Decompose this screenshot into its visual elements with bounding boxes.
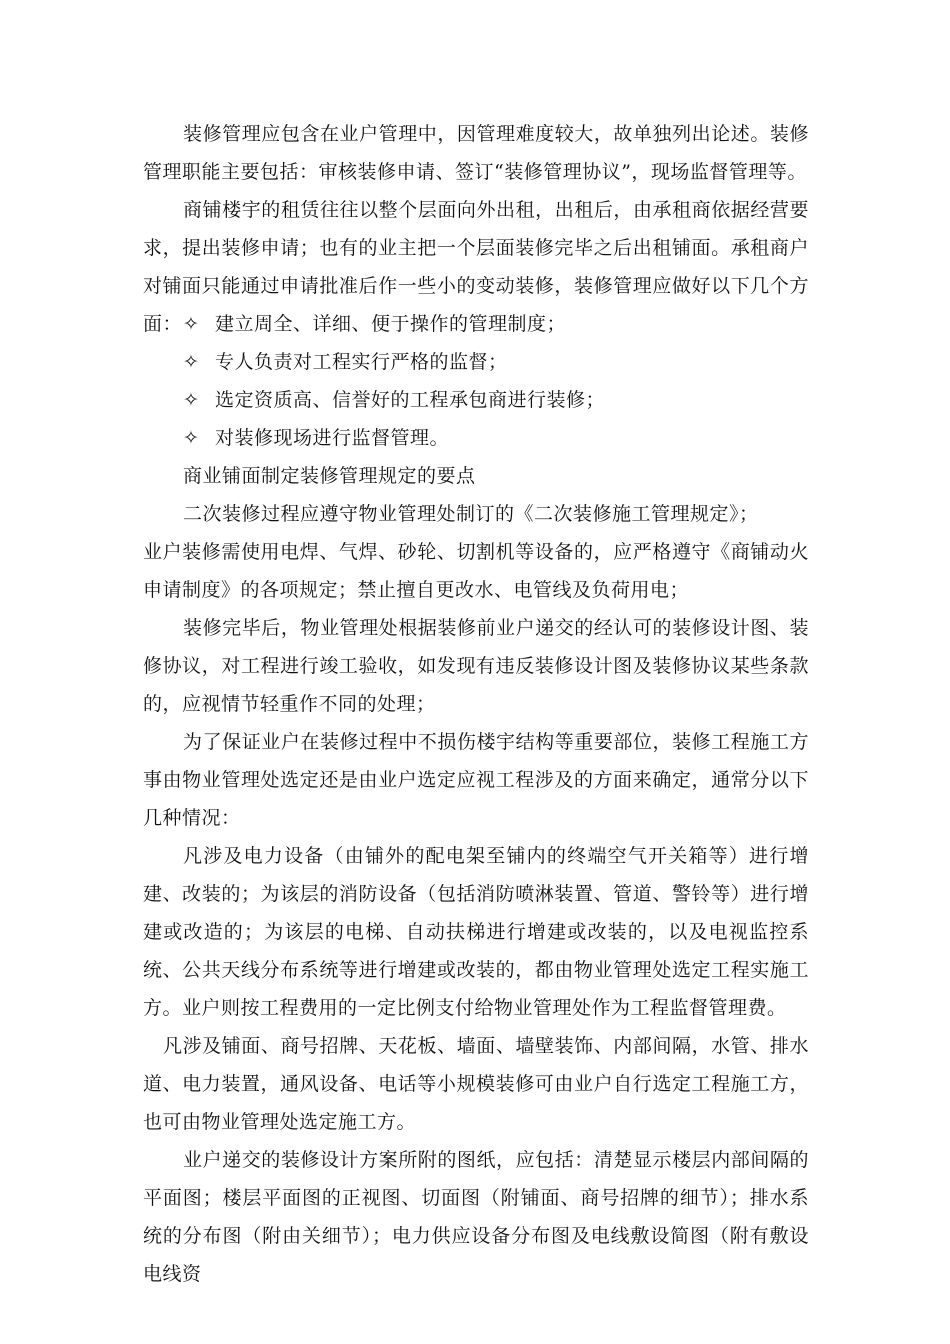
- paragraph-leasing: 商铺楼宇的租赁往往以整个层面向外出租，出租后，由承租商依据经营要求，提出装修申请；也有的业主把一个层面装修完毕之后出租铺面。承租商户对铺面只能通过申请批准后作一些小的变动装修，装修管理应做好以下几个方面：: [143, 199, 809, 335]
- rule-paragraph: 业户装修需使用电焊、气焊、砂轮、切割机等设备的，应严格遵守《商铺动火申请制度》的各项规定；禁止擅自更改水、电管线及负荷用电；: [143, 541, 809, 601]
- rule-paragraph: 业户递交的装修设计方案所附的图纸，应包括：清楚显示楼层内部间隔的平面图；楼层平面图的正视图、切面图（附铺面、商号招牌的细节）；排水系统的分布图（附由关细节）；电力供应设备分布图及电线敷设简图（附有敷设电线资: [143, 1149, 809, 1285]
- diamond-bullet-icon: ✧: [183, 351, 200, 373]
- bullet-item: [183, 381, 803, 419]
- rule-paragraph: 二次装修过程应遵守物业管理处制订的《二次装修施工管理规定》；: [183, 503, 759, 525]
- diamond-bullet-icon: ✧: [183, 427, 200, 449]
- bullet-text: 对装修现场进行监督管理。: [215, 427, 450, 449]
- paragraph-decoration-management: 装修管理应包含在业户管理中，因管理难度较大，故单独列出论述。装修管理职能主要包括：审核装修申请、签订“装修管理协议”，现场监督管理等。: [143, 123, 809, 183]
- rule-paragraph: 为了保证业户在装修过程中不损伤楼宇结构等重要部位，装修工程施工方事由物业管理处选定还是由业户选定应视工程涉及的方面来确定，通常分以下几种情况：: [143, 731, 809, 829]
- diamond-bullet-icon: ✧: [183, 313, 200, 335]
- bullet-text: 选定资质高、信誉好的工程承包商进行装修；: [215, 389, 606, 411]
- rule-paragraph: 凡涉及铺面、商号招牌、天花板、墙面、墙壁装饰、内部间隔，水管、排水道、电力装置，通风设备、电话等小规模装修可由业户自行选定工程施工方，也可由物业管理处选定施工方。: [143, 1035, 809, 1133]
- rule-paragraph: 凡涉及电力设备（由铺外的配电架至铺内的终端空气开关箱等）进行增建、改装的；为该层的消防设备（包括消防喷淋装置、管道、警铃等）进行增建或改造的；为该层的电梯、自动扶梯进行增建或改装的，以及电视监控系统、公共天线分布系统等进行增建或改装的，都由物业管理处选定工程实施工方。业户则按工程费用的一定比例支付给物业管理处作为工程监督管理费。: [143, 845, 809, 1019]
- bullet-item: [183, 343, 803, 381]
- bullet-text: 专人负责对工程实行严格的监督；: [215, 351, 508, 373]
- bullet-item: [183, 419, 803, 457]
- bullet-item: [183, 305, 803, 343]
- bullet-text: 建立周全、详细、便于操作的管理制度；: [215, 313, 567, 335]
- diamond-bullet-icon: ✧: [183, 389, 200, 411]
- rule-paragraph: 装修完毕后，物业管理处根据装修前业户递交的经认可的装修设计图、装修协议，对工程进行竣工验收，如发现有违反装修设计图及装修协议某些条款的，应视情节轻重作不同的处理；: [143, 617, 809, 715]
- section-heading: 商业铺面制定装修管理规定的要点: [183, 465, 476, 487]
